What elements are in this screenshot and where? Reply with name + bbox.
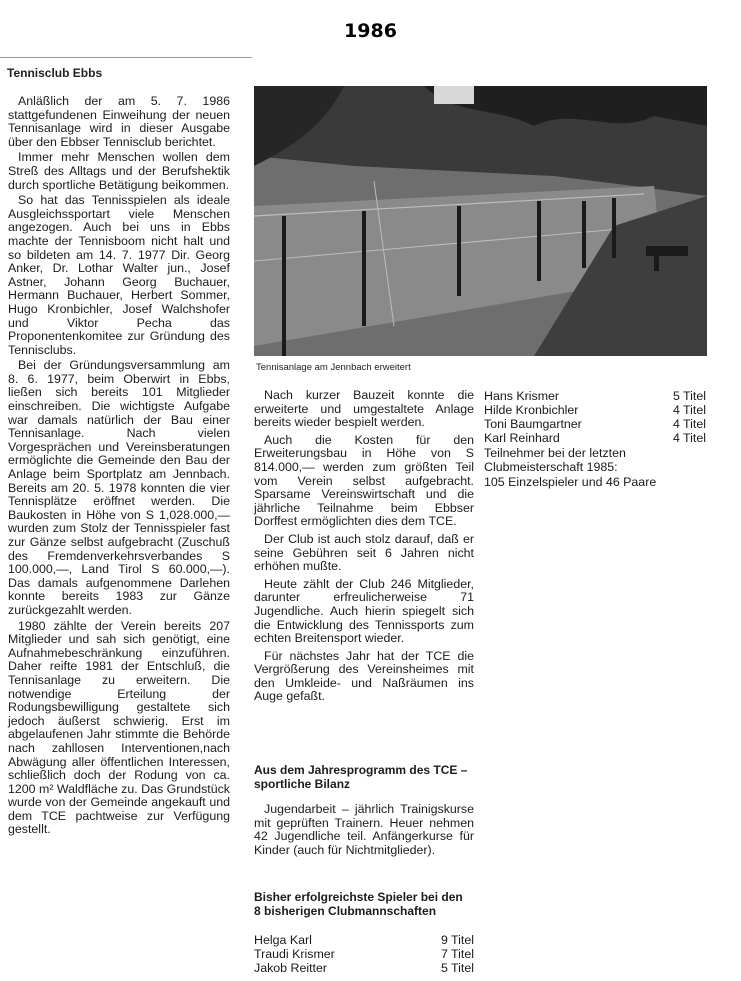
participants-label: Teilnehmer bei der letzten Clubmeisterschaft 1985: <box>484 446 626 474</box>
participants-value: 105 Einzelspieler und 46 Paare <box>484 475 657 489</box>
player-titles: 9 Titel <box>440 933 474 947</box>
article-paragraph: 1980 zählte der Verein bereits 207 Mitglieder und sah sich genötigt, eine Aufnahmebeschränkung einzuführen. Daher reifte 1981 der Entschluß, die Tennisanlage zu erweitern. Die notwendige Erteilung der Rodungsbewilligung gestaltete sich jedoch äußerst schwierig. Erst im abgelaufenen Jahr stimmte die Behörde nach zahllosen Interventionen,nach Abwägung aller öffentlichen Interessen, schließlich doch der Rodung von ca. 1200 m² Waldfläche zu. Das Grundstück wurde von der Gemeinde angekauft und dem TCE pachtweise zur Verfügung gestellt. <box>8 618 230 837</box>
article-paragraph: Heute zählt der Club 246 Mitglieder, darunter erfreulicherweise 71 Jugendliche. Auch hierin spiegelt sich die Entwicklung des Tennissports zum echten Breitensport wieder. <box>254 576 474 646</box>
player-row <box>254 961 474 975</box>
article-paragraph: Auch die Kosten für den Erweiterungsbau in Höhe von S 814.000,— werden zum größten Teil vom Verein selbst aufgebracht. Sparsame Vereinswirtschaft und die jährliche Teilnahme beim Ebbser Dorffest ermöglichten dies dem TCE. <box>254 432 474 529</box>
article-title: Tennisclub Ebbs <box>7 66 103 80</box>
divider <box>0 57 252 58</box>
player-titles: 5 Titel <box>440 961 474 975</box>
tennis-court-photo <box>254 86 707 356</box>
player-titles: 7 Titel <box>440 947 474 961</box>
player-name: Karl Reinhard <box>484 431 560 445</box>
player-name: Jakob Reitter <box>254 961 328 975</box>
players-heading: Bisher erfolgreichste Spieler bei den 8 bisherigen Clubmannschaften <box>254 890 463 918</box>
article-column-2 <box>254 389 474 708</box>
player-name: Helga Karl <box>254 933 312 947</box>
player-titles: 4 Titel <box>672 403 706 417</box>
player-row <box>484 417 706 431</box>
program-text-block <box>254 803 474 859</box>
article-column-1 <box>8 95 230 839</box>
program-text: Jugendarbeit – jährlich Trainigskurse mit geprüften Trainern. Heuer nehmen 42 Jugendliche teil. Anfängerkurse für Kinder (auch für Nichtmitglieder). <box>254 802 474 857</box>
page-year: 1986 <box>344 20 397 42</box>
article-paragraph: Immer mehr Menschen wollen dem Streß des Alltags und der Berufshektik durch sportliche Betätigung beikommen. <box>8 150 230 192</box>
player-name: Toni Baumgartner <box>484 417 582 431</box>
player-titles: 4 Titel <box>672 431 706 445</box>
photo-caption: Tennisanlage am Jennbach erweitert <box>256 362 411 373</box>
player-name: Hilde Kronbichler <box>484 403 579 417</box>
player-row <box>254 947 474 961</box>
article-paragraph: Der Club ist auch stolz darauf, daß er seine Gebühren seit 6 Jahren nicht erhöhen mußte. <box>254 531 474 574</box>
players-list-b <box>484 389 706 445</box>
article-paragraph: So hat das Tennisspielen als ideale Ausgleichssportart viele Menschen angezogen. Auch bei uns in Ebbs machte der Tennisboom nicht halt und so bildeten am 14. 7. 1977 Dir. Georg Anker, Dr. Lothar Walter jun., Josef Astner, Johann Georg Buchauer, Hermann Buchauer, Herbert Sommer, Hugo Kronbichler, Josef Walchshofer und Viktor Pecha das Proponentenkomitee zur Gründung des Tennisclubs. <box>8 193 230 357</box>
player-row <box>254 933 474 947</box>
player-name: Traudi Krismer <box>254 947 335 961</box>
article-paragraph: Nach kurzer Bauzeit konnte die erweiterte und umgestaltete Anlage bereits wieder bespielt werden. <box>254 388 474 430</box>
player-row <box>484 403 706 417</box>
article-paragraph: Für nächstes Jahr hat der TCE die Vergrößerung des Vereinsheimes mit den Umkleide- und Naßräumen ins Auge gefaßt. <box>254 648 474 704</box>
player-titles: 4 Titel <box>672 417 706 431</box>
player-row <box>484 431 706 445</box>
players-list-a <box>254 933 474 975</box>
player-name: Hans Krismer <box>484 389 560 403</box>
player-row <box>484 389 706 403</box>
article-paragraph: Anläßlich der am 5. 7. 1986 stattgefundenen Einweihung der neuen Tennisanlage wird in dieser Ausgabe über den Ebbser Tennisclub berichtet. <box>8 94 230 149</box>
player-titles: 5 Titel <box>672 389 706 403</box>
article-paragraph: Bei der Gründungsversammlung am 8. 6. 1977, beim Oberwirt in Ebbs, ließen sich bereits 101 Mitglieder einschreiben. Die wichtigste Aufgabe war damals natürlich der Bau einer Tennisanlage. Nach vielen Vorgesprächen und Vereinsberatungen ermöglichte die Gemeinde den Bau der Anlage beim Sportplatz am Jennbach. Bereits am 20. 5. 1978 konnten die vier Tennisplätze eröffnet werden. Die Baukosten in Höhe von S 1,028.000,— wurden zum Stolz der Tennisspieler fast zur Gänze selbst aufgebracht (Zuschuß des Fremdenverkehrsverbandes S 100.000,—, Land Tirol S 60.000,—). Das damals aufgenommene Darlehen konnte bereits 1983 zur Gänze zurückgezahlt werden. <box>8 358 230 617</box>
program-heading: Aus dem Jahresprogramm des TCE – sportliche Bilanz <box>254 763 468 791</box>
